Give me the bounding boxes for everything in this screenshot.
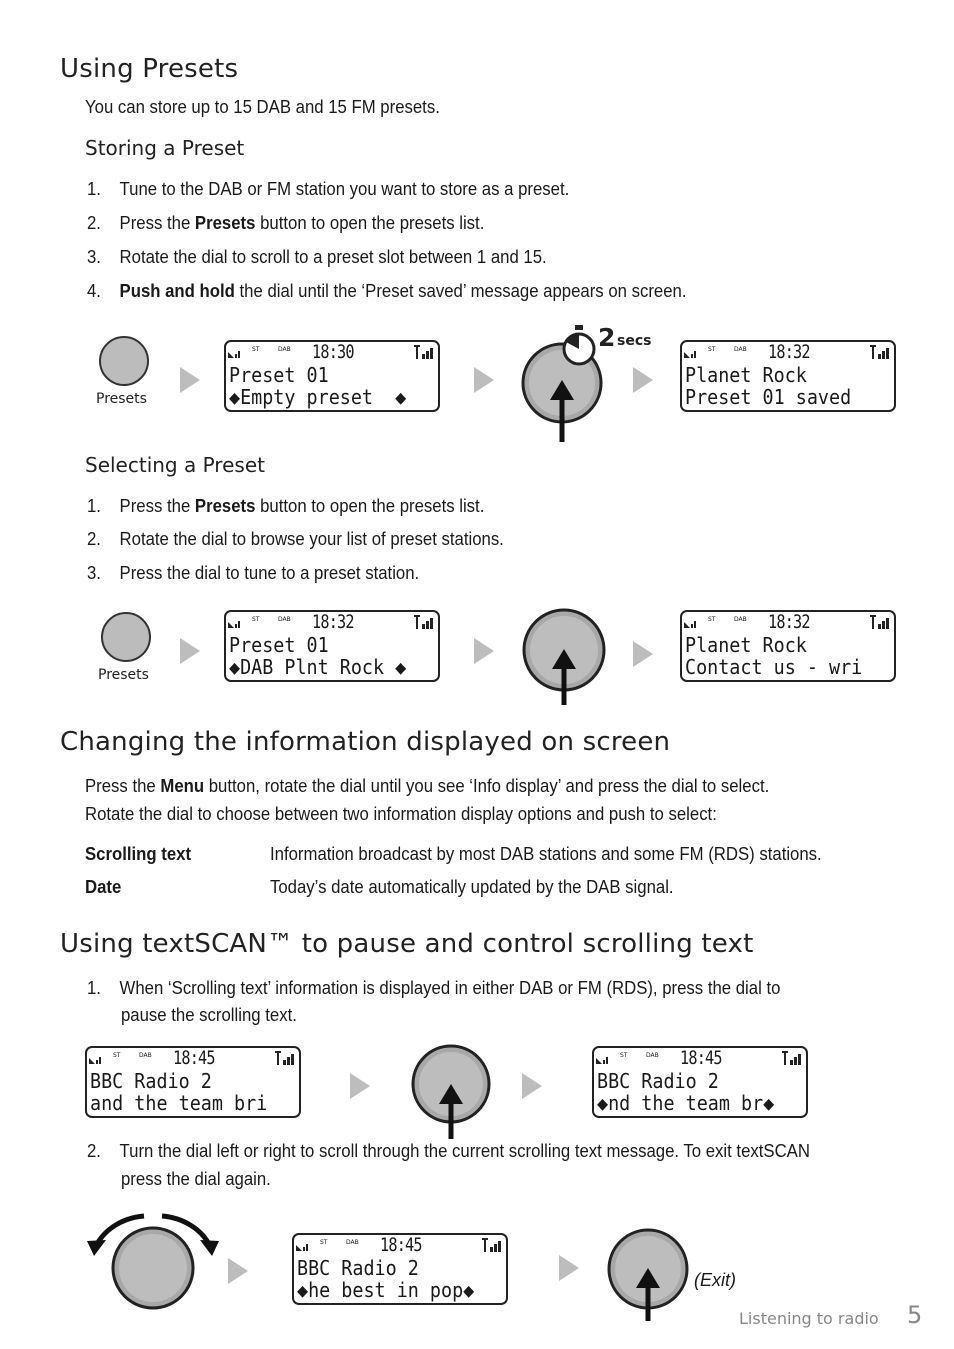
lcd-display [224,340,440,412]
option-term [85,877,121,898]
lcd-line-1: Planet Rock [685,633,807,657]
antenna-signal-icon [482,1238,504,1252]
stereo-indicator: ST [320,1239,328,1246]
lcd-line-1: Preset 01 [229,363,329,387]
step-text: When ‘Scrolling text’ information is displayed in either DAB or FM (RDS), press the dial to [119,978,781,998]
hold-time-unit: secs [617,333,652,349]
stereo-indicator: ST [252,346,260,353]
arrow-right-icon [180,367,200,393]
antenna-signal-icon [870,345,892,359]
lcd-time: 18:30 [312,341,354,363]
step-text: Rotate the dial to browse your list of preset stations. [119,529,504,549]
lcd-display [592,1046,808,1118]
dab-indicator: DAB [734,616,747,623]
step-number: 1. [87,496,101,516]
textscan-step-1 [87,978,780,999]
presets-button[interactable] [99,336,149,386]
stereo-indicator: ST [252,616,260,623]
signal-icon [596,1054,610,1064]
storing-step-4 [87,281,687,302]
lcd-line-2: and the team bri [90,1091,268,1115]
footer-section: Listening to radio [739,1309,879,1328]
presets-button-label: Presets [96,391,147,407]
dab-indicator: DAB [278,346,291,353]
lcd-display [224,610,440,682]
step-number: 2. [87,529,101,549]
section-title-textscan: Using textSCAN™ to pause and control scrolling text [60,929,754,959]
step-number: 1. [87,179,101,199]
arrow-right-icon [474,638,494,664]
step-text: button to open the presets list. [255,213,485,233]
lcd-line-1: BBC Radio 2 [597,1069,719,1093]
stereo-indicator: ST [708,616,716,623]
arrow-right-icon [228,1258,248,1284]
storing-step-1 [87,179,569,200]
page-number: 5 [907,1301,923,1329]
option-term-text: Date [85,877,122,897]
lcd-display [85,1046,301,1118]
arrow-right-icon [522,1073,542,1099]
lcd-line-2: Preset 01 saved [685,385,852,409]
dial-rotate-icon[interactable] [84,1208,222,1314]
paragraph-bold: Menu [160,776,205,796]
presets-intro: You can store up to 15 DAB and 15 FM presets. [85,97,440,117]
section-title-info: Changing the information displayed on screen [60,727,671,757]
step-bold: Presets [194,496,256,516]
step-number: 2. [87,213,101,233]
info-paragraph-1 [85,776,769,797]
arrow-right-icon [559,1255,579,1281]
stereo-indicator: ST [708,346,716,353]
lcd-line-2: ◆Empty preset ◆ [229,385,407,409]
textscan-step-2-cont: press the dial again. [121,1169,271,1189]
signal-icon [684,618,698,628]
step-number: 2. [87,1141,101,1161]
lcd-line-2: ◆nd the team br◆ [597,1091,775,1115]
signal-icon [296,1241,310,1251]
step-bold: Push and hold [119,281,235,301]
lcd-time: 18:32 [312,611,354,633]
info-paragraph-2: Rotate the dial to choose between two information display options and push to select: [85,804,717,824]
lcd-display [292,1233,508,1305]
step-text: Press the [119,496,195,516]
arrow-right-icon [633,367,653,393]
selecting-step-2 [87,529,504,550]
storing-step-2 [87,213,484,234]
dial-exit-icon[interactable] [604,1226,694,1322]
subsection-title-storing: Storing a Preset [85,136,245,160]
arrow-right-icon [474,367,494,393]
stereo-indicator: ST [113,1052,121,1059]
arrow-right-icon [180,638,200,664]
dab-indicator: DAB [646,1052,659,1059]
dab-indicator: DAB [278,616,291,623]
step-bold: Presets [194,213,256,233]
lcd-line-2: ◆he best in pop◆ [297,1278,475,1302]
step-text: Press the [119,213,195,233]
signal-icon [228,618,242,628]
selecting-step-3 [87,563,419,584]
arrow-right-icon [350,1073,370,1099]
arrow-right-icon [633,641,653,667]
step-text: Turn the dial left or right to scroll through the current scrolling text message. To exit textSCAN [119,1141,810,1161]
antenna-signal-icon [782,1051,804,1065]
antenna-signal-icon [414,345,436,359]
option-term [85,844,191,865]
lcd-time: 18:45 [380,1234,422,1256]
lcd-line-1: Planet Rock [685,363,807,387]
lcd-line-1: BBC Radio 2 [90,1069,212,1093]
lcd-time: 18:45 [173,1047,215,1069]
presets-button[interactable] [101,612,151,662]
lcd-display [680,340,896,412]
lcd-line-1: BBC Radio 2 [297,1256,419,1280]
lcd-time: 18:32 [768,611,810,633]
antenna-signal-icon [870,615,892,629]
lcd-line-1: Preset 01 [229,633,329,657]
option-description: Today’s date automatically updated by the DAB signal. [270,877,674,897]
step-text: Tune to the DAB or FM station you want to store as a preset. [119,179,570,199]
paragraph-text: Press the [85,776,161,796]
lcd-time: 18:32 [768,341,810,363]
signal-icon [89,1054,103,1064]
lcd-display [680,610,896,682]
dab-indicator: DAB [139,1052,152,1059]
step-text: the dial until the ‘Preset saved’ message appears on screen. [234,281,687,301]
signal-icon [684,348,698,358]
hold-time-value: 2 [598,323,616,352]
paragraph-text: button, rotate the dial until you see ‘Info display’ and press the dial to select. [204,776,770,796]
section-title-presets: Using Presets [60,54,239,84]
dab-indicator: DAB [346,1239,359,1246]
textscan-step-2 [87,1141,810,1162]
dab-indicator: DAB [734,346,747,353]
lcd-time: 18:45 [680,1047,722,1069]
step-number: 3. [87,247,101,267]
textscan-step-1-cont: pause the scrolling text. [121,1005,297,1025]
exit-label: (Exit) [694,1270,736,1290]
step-text: Rotate the dial to scroll to a preset slot between 1 and 15. [119,247,547,267]
subsection-title-selecting: Selecting a Preset [85,453,265,477]
option-description: Information broadcast by most DAB stations and some FM (RDS) stations. [270,844,822,864]
step-text: button to open the presets list. [255,496,485,516]
storing-step-3 [87,247,547,268]
selecting-step-1 [87,496,484,517]
antenna-signal-icon [275,1051,297,1065]
step-number: 3. [87,563,101,583]
step-number: 1. [87,978,101,998]
signal-icon [228,348,242,358]
stereo-indicator: ST [620,1052,628,1059]
antenna-signal-icon [414,615,436,629]
option-term-text: Scrolling text [85,844,192,864]
lcd-line-2: ◆DAB Plnt Rock ◆ [229,655,407,679]
step-number: 4. [87,281,101,301]
presets-button-label: Presets [98,667,149,683]
step-text: Press the dial to tune to a preset station. [119,563,420,583]
dial-press-icon[interactable] [520,606,610,706]
lcd-line-2: Contact us - wri [685,655,863,679]
dial-press-icon[interactable] [407,1042,497,1140]
